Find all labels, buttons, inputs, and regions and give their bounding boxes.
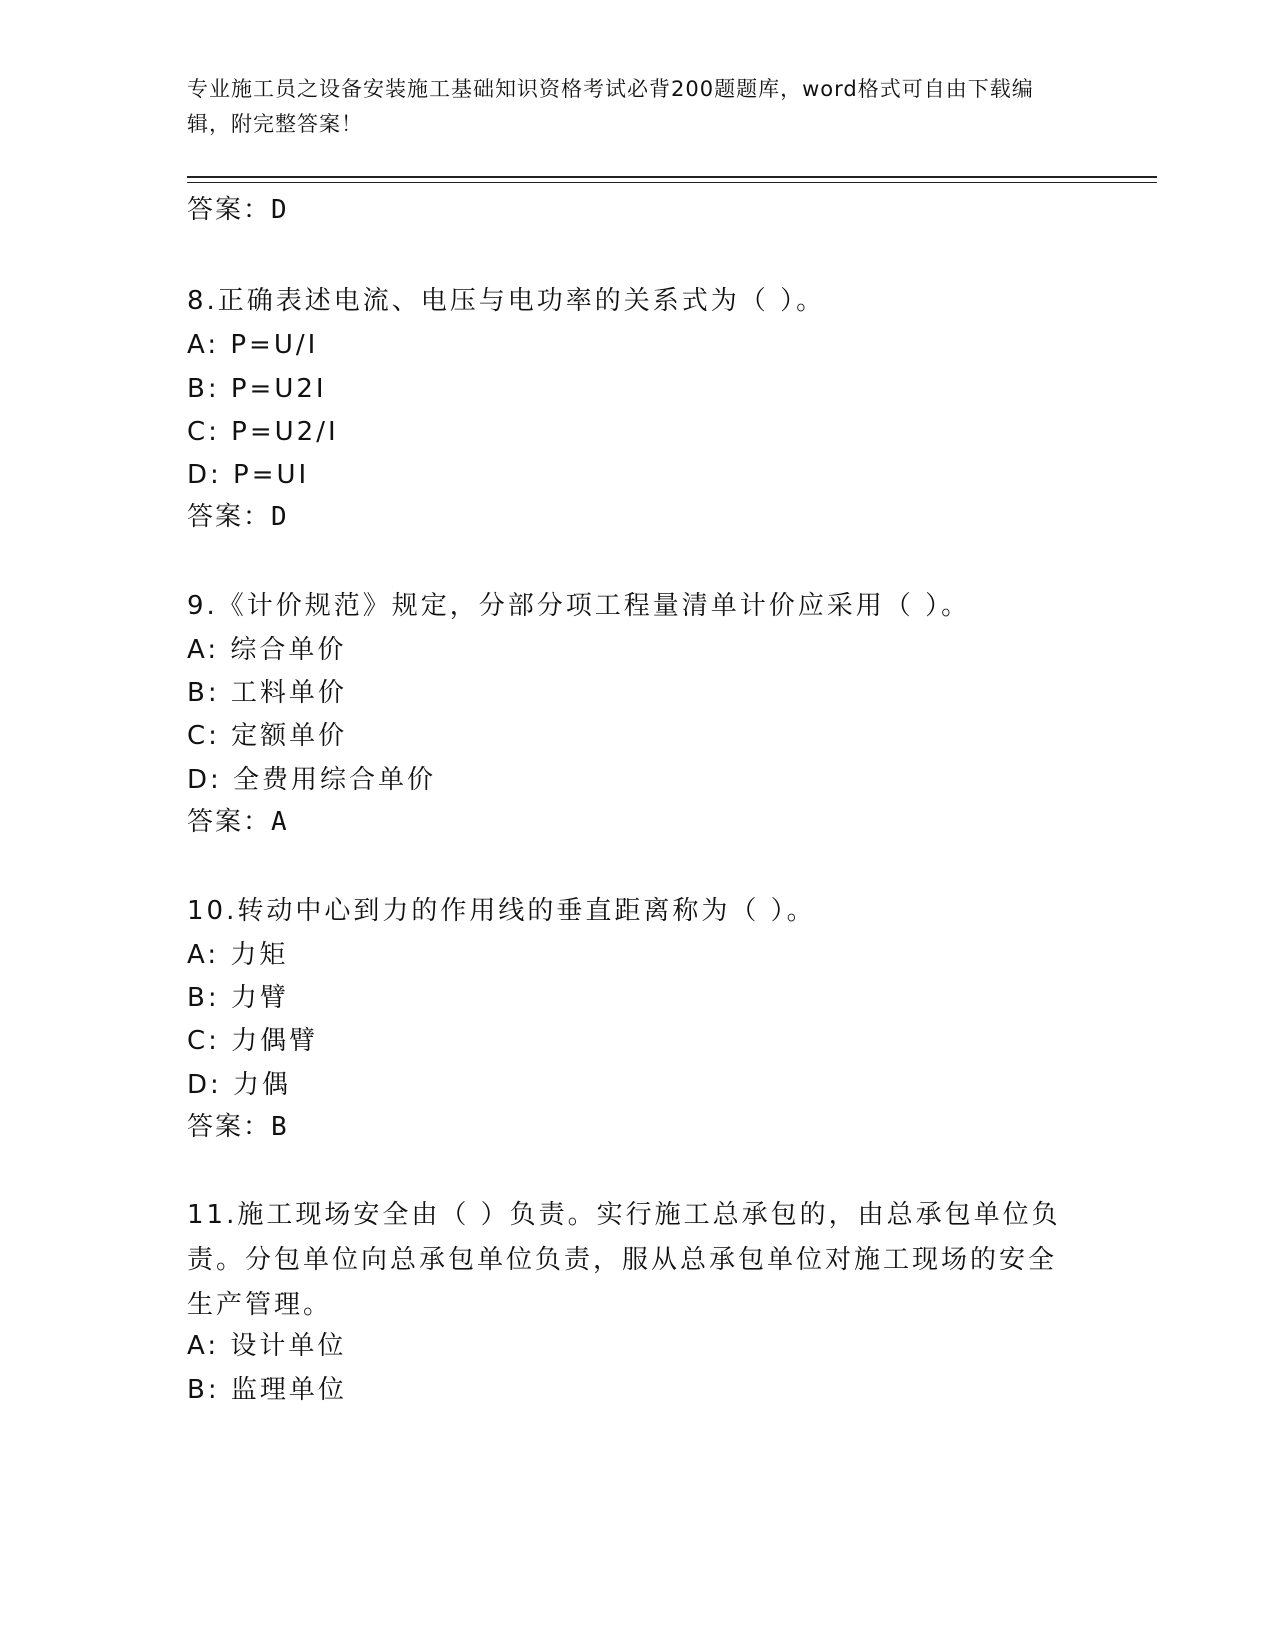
question-8-option-c: C: P=U2/I [187,417,339,447]
question-11-stem: 11.施工现场安全由（ ）负责。实行施工总承包的，由总承包单位负责。分包单位向总承包单位负责，服从总承包单位对施工现场的安全生产管理。 [187,1200,1061,1320]
question-10-option-d: D: 力偶 [187,1070,292,1100]
question-11-option-a: A: 设计单位 [187,1331,347,1361]
question-11-option-b: B: 监理单位 [187,1375,347,1405]
question-8-answer: 答案：D [187,502,289,532]
question-10-stem: 10.转动中心到力的作用线的垂直距离称为（ ）。 [187,896,816,926]
previous-answer: 答案：D [187,195,289,225]
question-10-option-b: B: 力臂 [187,983,289,1013]
question-8-option-b: B: P=U2I [187,374,327,404]
question-9-option-d: D: 全费用综合单价 [187,765,437,795]
question-9-stem: 9.《计价规范》规定，分部分项工程量清单计价应采用（ ）。 [187,591,971,621]
header-rule-thin [187,182,1157,183]
question-10-option-c: C: 力偶臂 [187,1026,319,1056]
question-9-answer: 答案：A [187,807,289,837]
question-9-option-c: C: 定额单价 [187,721,348,751]
question-8-option-a: A: P=U/I [187,330,319,360]
question-8-option-d: D: P=UI [187,460,310,490]
question-9-option-a: A: 综合单价 [187,635,347,665]
document-header: 专业施工员之设备安装施工基础知识资格考试必背200题题库，word格式可自由下载编辑，附完整答案！ [187,77,1034,136]
question-10-option-a: A: 力矩 [187,940,289,970]
question-9-option-b: B: 工料单价 [187,678,347,708]
header-rule-thick [187,176,1157,178]
question-10-answer: 答案：B [187,1112,289,1142]
question-8-stem: 8.正确表述电流、电压与电功率的关系式为（ ）。 [187,286,826,316]
